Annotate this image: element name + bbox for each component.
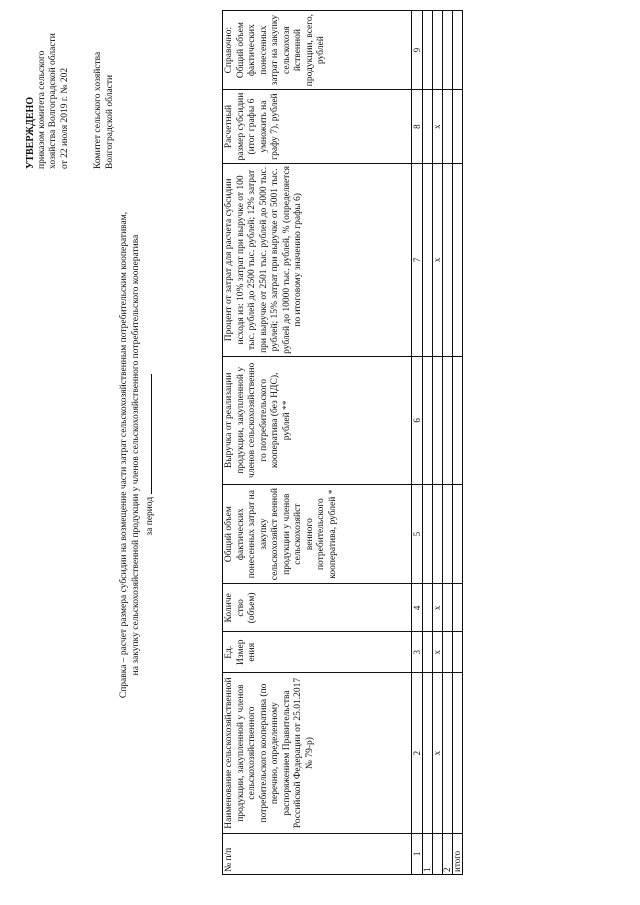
table-row <box>433 11 443 875</box>
column-number-row <box>412 11 423 875</box>
period-row <box>142 65 156 845</box>
table-cell <box>453 163 463 356</box>
table-cell <box>433 11 443 90</box>
table-cell <box>433 833 443 874</box>
approval-line: приказом комитета сельского <box>36 50 47 169</box>
approval-stamp <box>25 9 71 169</box>
table-cell: x <box>433 584 443 632</box>
table-cell <box>453 584 463 632</box>
period-label: за период <box>145 496 155 536</box>
column-number-cell: 3 <box>412 632 423 673</box>
header-cell: № п/п <box>223 833 412 874</box>
table-cell <box>453 90 463 164</box>
column-number-cell: 7 <box>412 163 423 356</box>
table-cell <box>453 632 463 673</box>
table-cell <box>443 90 453 164</box>
table-row <box>423 11 433 875</box>
column-number-cell: 8 <box>412 90 423 164</box>
table-cell <box>443 11 453 90</box>
committee-line: Волгоградской области <box>104 74 115 169</box>
title-line-2: на закупку сельскохозяйственной продукции у членов сельскохозяйственного потребительского кооператива <box>131 234 141 676</box>
approval-line: хозяйства Волгоградской области <box>48 33 58 169</box>
table-cell <box>453 484 463 584</box>
table-header-row <box>223 11 412 875</box>
header-cell: Количе ство (объем) <box>223 584 412 632</box>
table-cell <box>423 90 433 164</box>
table-cell: итого <box>453 833 463 874</box>
column-number-cell: 4 <box>412 584 423 632</box>
table-cell <box>443 632 453 673</box>
column-number-cell: 2 <box>412 673 423 833</box>
column-number-cell: 5 <box>412 484 423 584</box>
table-cell <box>423 484 433 584</box>
table-cell <box>453 673 463 833</box>
table-cell <box>443 356 453 484</box>
header-cell: Общий объем фактических понесенных затрат на закупку сельскохозяйст венной продукции у членов сельскохозяйст венного потребительского кооператива, рублей * <box>223 484 412 584</box>
table-total-row <box>453 11 463 875</box>
table-cell <box>423 163 433 356</box>
table-cell: x <box>433 632 443 673</box>
table-cell <box>453 356 463 484</box>
table-cell <box>423 584 433 632</box>
table-cell: x <box>433 90 443 164</box>
document-title <box>118 65 156 845</box>
table-cell <box>433 484 443 584</box>
committee-line: Комитет сельского хозяйства <box>93 51 103 169</box>
period-blank-line <box>142 374 152 494</box>
calculation-table <box>222 10 463 875</box>
approval-header: УТВЕРЖДЕНО <box>25 96 36 169</box>
committee-name <box>93 9 116 169</box>
column-number-cell: 1 <box>412 833 423 874</box>
table-row <box>443 11 453 875</box>
table-cell <box>443 673 453 833</box>
approval-line: от 22 июля 2019 г. № 202 <box>59 67 70 169</box>
title-line-1: Справка – расчет размера субсидии на возмещение части затрат сельскохозяйственным потребительским кооперативам, <box>119 211 129 699</box>
table-cell <box>423 673 433 833</box>
header-cell: Процент от затрат для расчета субсидии исходя из: 10% затрат при выручке от 100 тыс. рублей до 2500 тыс. рублей; 12% затрат при выручке от 2501 тыс. рублей до 5000 тыс. рублей; 15% затрат при выручке от 5001 тыс. рублей до 10000 тыс. рублей, % (определяется по итоговому значению графы 6) <box>223 163 412 356</box>
table-cell <box>443 484 453 584</box>
header-cell: Ед. Измер ения <box>223 632 412 673</box>
table-cell: 1 <box>423 833 433 874</box>
table-cell <box>423 356 433 484</box>
table-cell: x <box>433 163 443 356</box>
header-cell: Справочно: Общий объем фактических понесенных затрат на закупку сельскохозя йственной продукции, всего, рублей <box>223 11 412 90</box>
header-cell: Наименование сельскохозяйственной продукции, закупленной у членов сельскохозяйственного потребительского кооператива (по перечню, определенному распоряжением Правительства Российской Федерации от 25.01.2017 № 79-р) <box>223 673 412 833</box>
table-cell <box>433 356 443 484</box>
column-number-cell: 6 <box>412 356 423 484</box>
table-cell <box>443 584 453 632</box>
header-cell: Выручка от реализации продукции, закупленной у членов сельскохозяйственно го потребительского кооператива (без НДС), рублей ** <box>223 356 412 484</box>
column-number-cell: 9 <box>412 11 423 90</box>
table-cell: x <box>433 673 443 833</box>
table-cell <box>423 632 433 673</box>
header-cell: Расчетный размер субсидии (итог графы 6 умножить на графу 7), рублей <box>223 90 412 164</box>
table-cell <box>453 11 463 90</box>
table-cell: 2 <box>443 833 453 874</box>
table-cell <box>423 11 433 90</box>
table-cell <box>443 163 453 356</box>
